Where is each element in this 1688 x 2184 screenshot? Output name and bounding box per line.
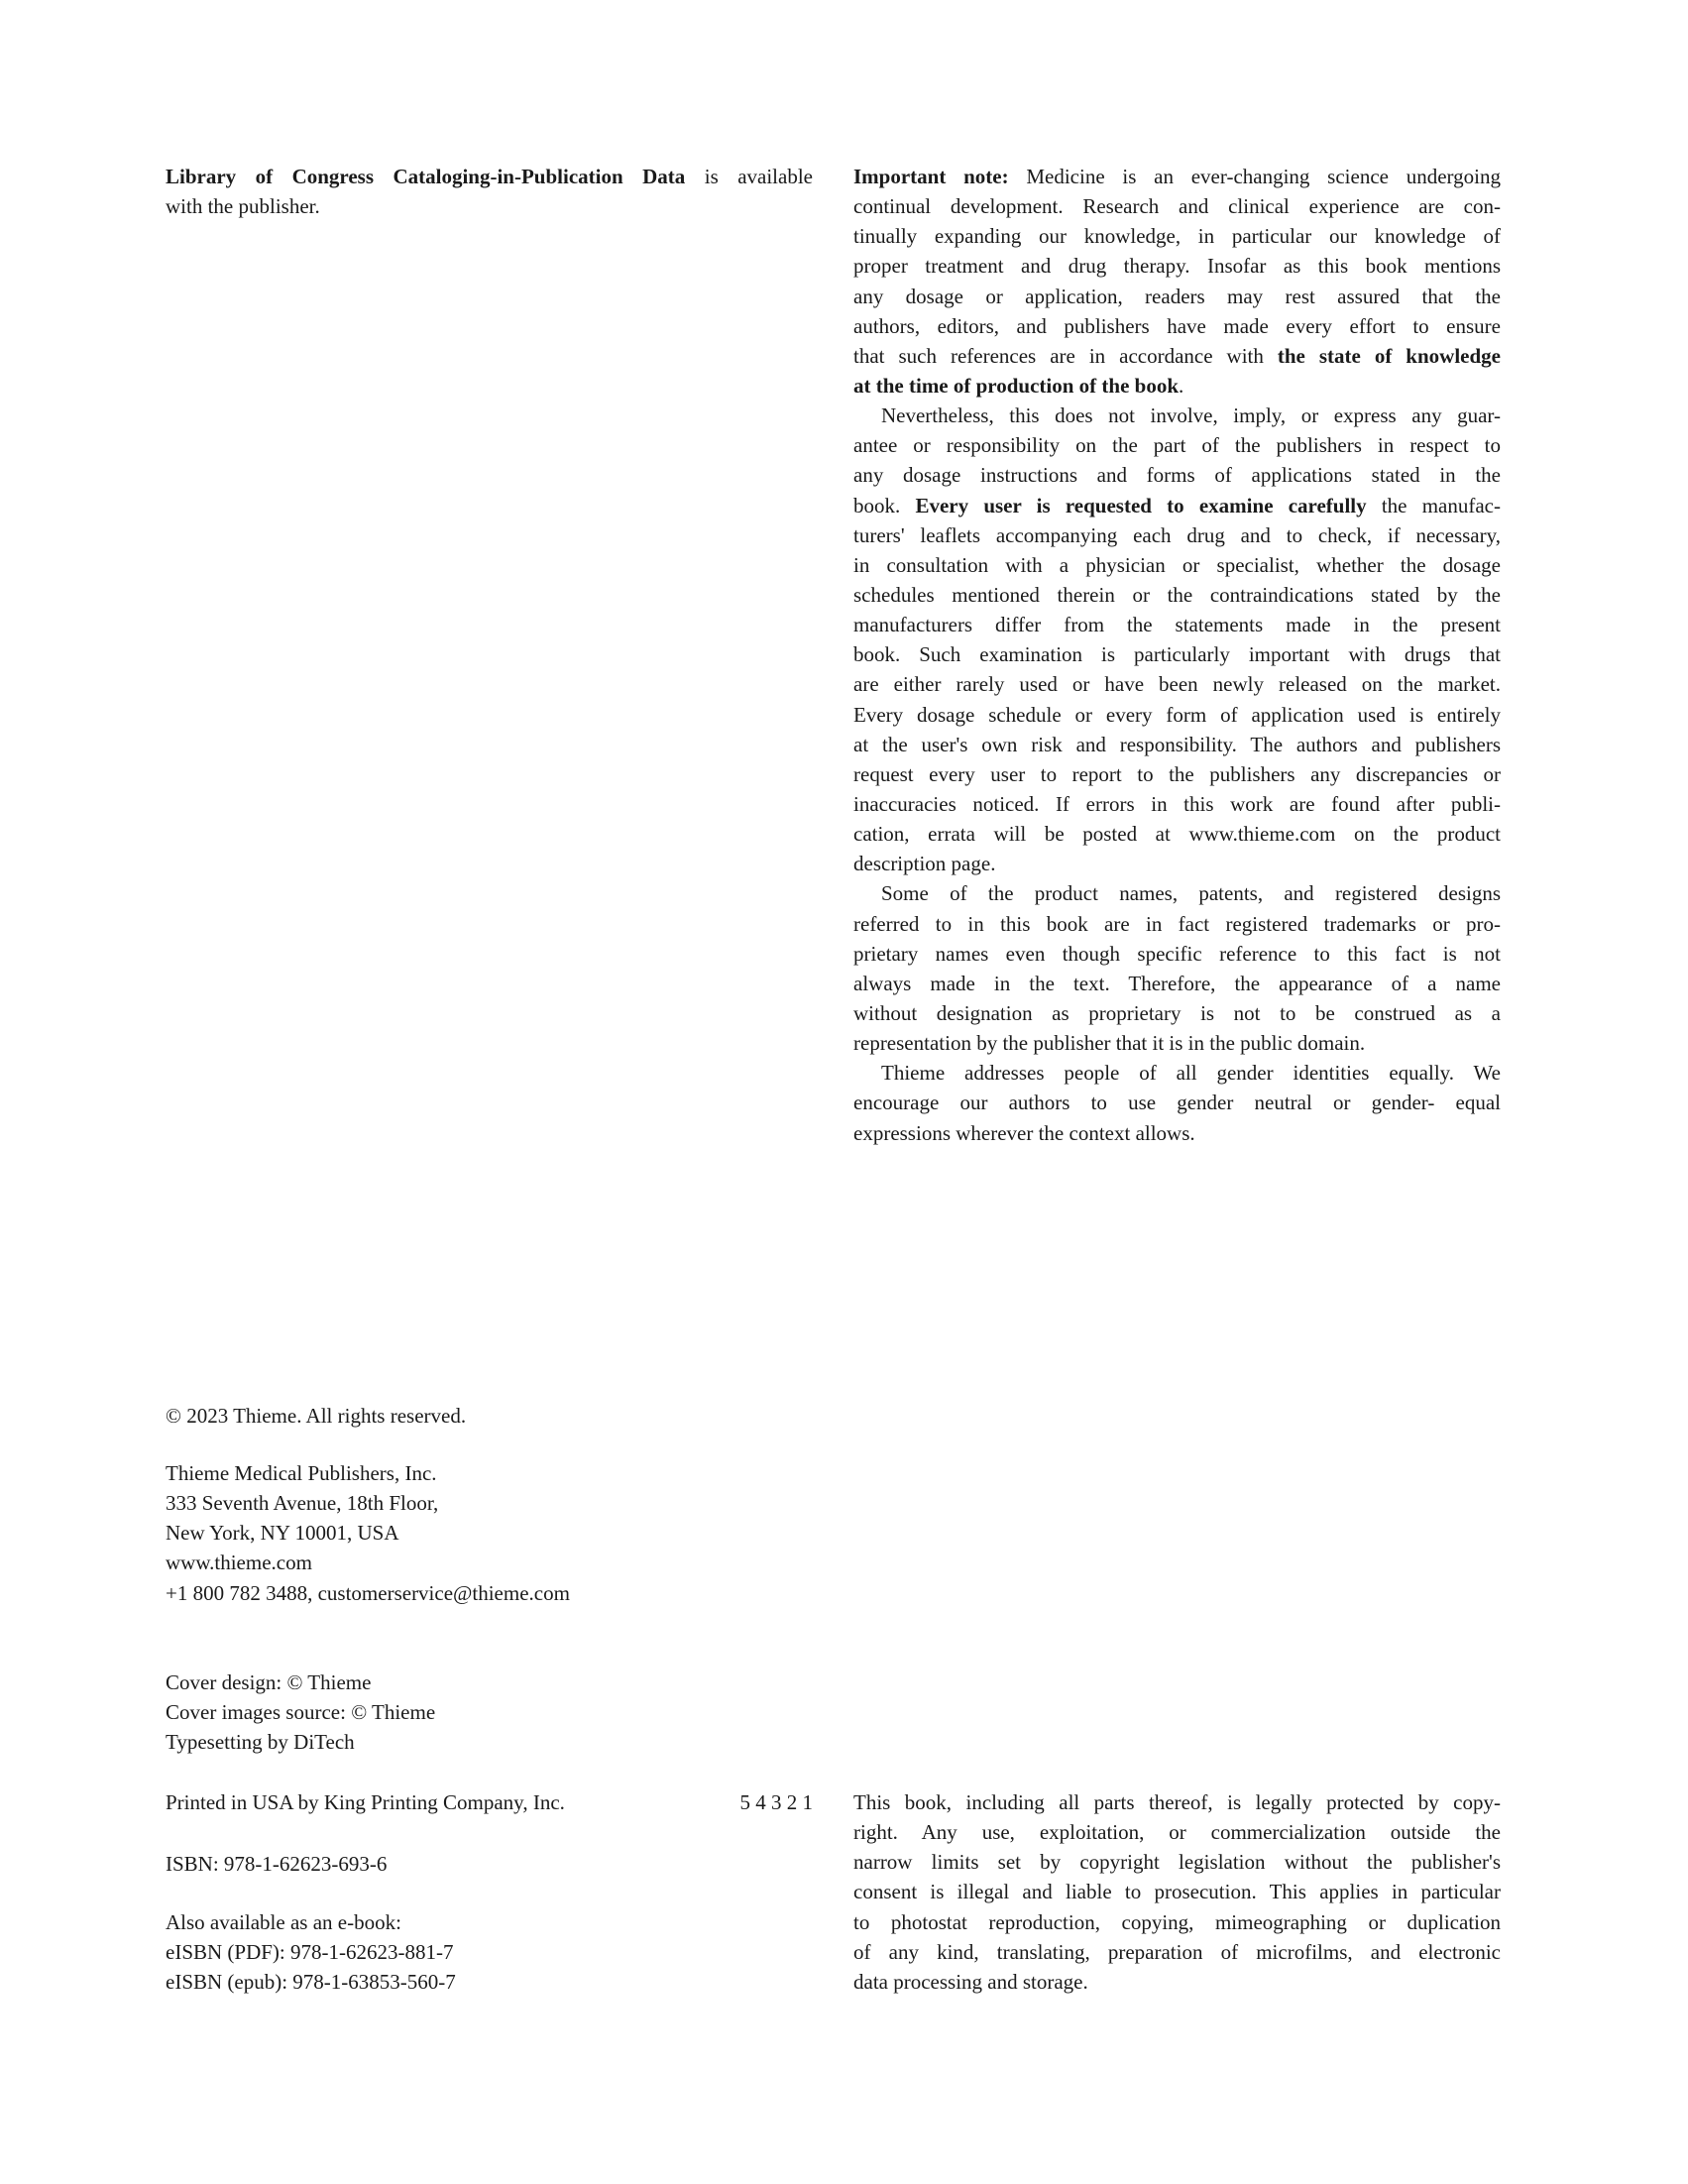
text: data processing and storage. [853, 1969, 1088, 1994]
text-line [166, 1488, 813, 1518]
text: with the publisher. [166, 194, 320, 219]
text-line [853, 1907, 1501, 1937]
text: at the user's own risk and responsibility. The authors and publishers [853, 732, 1501, 756]
text: inaccuracies noticed. If errors in this work are found after publi- [853, 791, 1501, 816]
text: Cover design: © Thieme [166, 1670, 372, 1694]
text: cation, errata will be posted at www.thieme.com on the product [853, 822, 1501, 847]
copyright-legal-notice [853, 1787, 1501, 1997]
important-note [853, 162, 1501, 1148]
text: that such references are in accordance with [853, 343, 1278, 368]
text: continual development. Research and clinical experience are con- [853, 194, 1501, 219]
text-line [853, 371, 1501, 401]
bold-text: Important note: [853, 165, 1009, 188]
bold-text: Every user is requested to examine carefully [915, 493, 1367, 517]
publisher-address [166, 1458, 813, 1608]
text-line [853, 610, 1501, 639]
text: Nevertheless, this does not involve, imply, or express any guar- [881, 403, 1501, 428]
text: . [1179, 373, 1184, 398]
print-run-number: 5 4 3 2 1 [739, 1790, 813, 1814]
isbn [166, 1849, 813, 1879]
text: any dosage instructions and forms of applications stated in the [853, 463, 1501, 488]
text-line [853, 819, 1501, 849]
text-line [853, 282, 1501, 311]
text-line [853, 401, 1501, 430]
text: is available [685, 165, 813, 188]
copyright-notice [166, 1401, 813, 1431]
text-line [853, 341, 1501, 371]
text-line [853, 878, 1501, 908]
text-line [853, 162, 1501, 191]
text: proper treatment and drug therapy. Insofar as this book mentions [853, 254, 1501, 279]
text: Medicine is an ever-changing science undergoing [1008, 165, 1501, 188]
text-line [853, 580, 1501, 610]
text: of any kind, translating, preparation of microfilms, and electronic [853, 1939, 1501, 1964]
text-line [166, 1907, 813, 1937]
text-line [853, 1028, 1501, 1058]
text-line [853, 191, 1501, 221]
bold-text: at the time of production of the book [853, 373, 1180, 398]
text-line [853, 1847, 1501, 1877]
text-line [166, 1548, 813, 1577]
text-line [853, 221, 1501, 251]
text: to photostat reproduction, copying, mimeographing or duplication [853, 1909, 1501, 1934]
text: expressions wherever the context allows. [853, 1120, 1195, 1145]
text-line [853, 1937, 1501, 1967]
text: schedules mentioned therein or the contraindications stated by the [853, 582, 1501, 607]
text-line [853, 520, 1501, 550]
text-line [853, 1787, 1501, 1817]
text-line [853, 1058, 1501, 1088]
text: narrow limits set by copyright legislation without the publisher's [853, 1850, 1501, 1875]
text: Cover images source: © Thieme [166, 1700, 436, 1725]
text-line [853, 460, 1501, 490]
text: www.thieme.com [166, 1551, 312, 1575]
text: book. [853, 493, 916, 517]
text-line [166, 1937, 813, 1967]
printing-info [166, 1787, 813, 1817]
text-line [166, 1667, 813, 1697]
text-line [853, 700, 1501, 730]
text-line [853, 939, 1501, 969]
text: description page. [853, 852, 996, 876]
text-line [853, 1118, 1501, 1148]
text-line [166, 1578, 813, 1608]
text: eISBN (PDF): 978-1-62623-881-7 [166, 1940, 454, 1965]
bold-text: Library of Congress Cataloging-in-Publication Data [166, 165, 686, 188]
text-line [853, 1877, 1501, 1906]
text-line [853, 998, 1501, 1028]
text: 333 Seventh Avenue, 18th Floor, [166, 1491, 439, 1516]
text-line [853, 969, 1501, 998]
text-line [166, 1518, 813, 1548]
ebook-isbns [166, 1907, 813, 1997]
text: Also available as an e-book: [166, 1910, 401, 1934]
text-line [166, 1401, 813, 1431]
text: are either rarely used or have been newly released on the market. [853, 672, 1501, 697]
text-line [853, 1967, 1501, 1997]
text-line [853, 789, 1501, 819]
text: representation by the publisher that it is in the public domain. [853, 1031, 1366, 1056]
text: the manufac- [1366, 493, 1501, 517]
text-line [166, 1458, 813, 1488]
text: tinually expanding our knowledge, in particular our knowledge of [853, 224, 1501, 249]
text: Every dosage schedule or every form of application used is entirely [853, 702, 1501, 727]
text: +1 800 782 3488, customerservice@thieme.com [166, 1580, 570, 1605]
text: New York, NY 10001, USA [166, 1521, 399, 1546]
text: prietary names even though specific reference to this fact is not [853, 941, 1501, 966]
text: consent is illegal and liable to prosecution. This applies in particular [853, 1880, 1501, 1904]
text: eISBN (epub): 978-1-63853-560-7 [166, 1970, 456, 1995]
text-line [853, 849, 1501, 878]
text: referred to in this book are in fact registered trademarks or pro- [853, 911, 1501, 936]
bold-text: the state of knowledge [1277, 343, 1501, 368]
text: antee or responsibility on the part of the publishers in respect to [853, 433, 1501, 458]
production-credits [166, 1667, 813, 1757]
text: This book, including all parts thereof, is legally protected by copy- [853, 1790, 1501, 1814]
text: © 2023 Thieme. All rights reserved. [166, 1404, 467, 1428]
text-line [853, 759, 1501, 789]
text: authors, editors, and publishers have made every effort to ensure [853, 313, 1501, 338]
text-line [166, 1849, 813, 1879]
text-line [853, 909, 1501, 939]
text: encourage our authors to use gender neutral or gender- equal [853, 1091, 1501, 1115]
text-line [166, 1727, 813, 1757]
text-line [853, 639, 1501, 669]
text-line [853, 730, 1501, 759]
text: without designation as proprietary is not to be construed as a [853, 1000, 1501, 1025]
text-line [853, 669, 1501, 699]
text-line [853, 491, 1501, 520]
text-line [853, 550, 1501, 580]
text: request every user to report to the publishers any discrepancies or [853, 761, 1501, 786]
text-line [853, 1817, 1501, 1847]
text: Thieme addresses people of all gender identities equally. We [881, 1061, 1501, 1086]
text-line [853, 311, 1501, 341]
text: manufacturers differ from the statements made in the present [853, 613, 1501, 637]
printer-line: Printed in USA by King Printing Company, Inc. [166, 1790, 565, 1814]
cip-data-note [166, 162, 813, 221]
text-line [853, 430, 1501, 460]
text-line [853, 1088, 1501, 1117]
text: always made in the text. Therefore, the appearance of a name [853, 971, 1501, 995]
text: Some of the product names, patents, and registered designs [881, 881, 1501, 906]
text: Thieme Medical Publishers, Inc. [166, 1461, 437, 1485]
text: right. Any use, exploitation, or commercialization outside the [853, 1820, 1501, 1845]
text-line [166, 191, 813, 221]
text: turers' leaflets accompanying each drug and to check, if necessary, [853, 522, 1501, 547]
text: in consultation with a physician or specialist, whether the dosage [853, 552, 1501, 577]
text: book. Such examination is particularly important with drugs that [853, 642, 1501, 667]
text: any dosage or application, readers may rest assured that the [853, 284, 1501, 308]
text: Typesetting by DiTech [166, 1730, 355, 1755]
text: ISBN: 978-1-62623-693-6 [166, 1852, 388, 1876]
text-line [166, 1967, 813, 1997]
text-line [166, 1697, 813, 1727]
text-line [166, 162, 813, 191]
text-line [853, 251, 1501, 281]
